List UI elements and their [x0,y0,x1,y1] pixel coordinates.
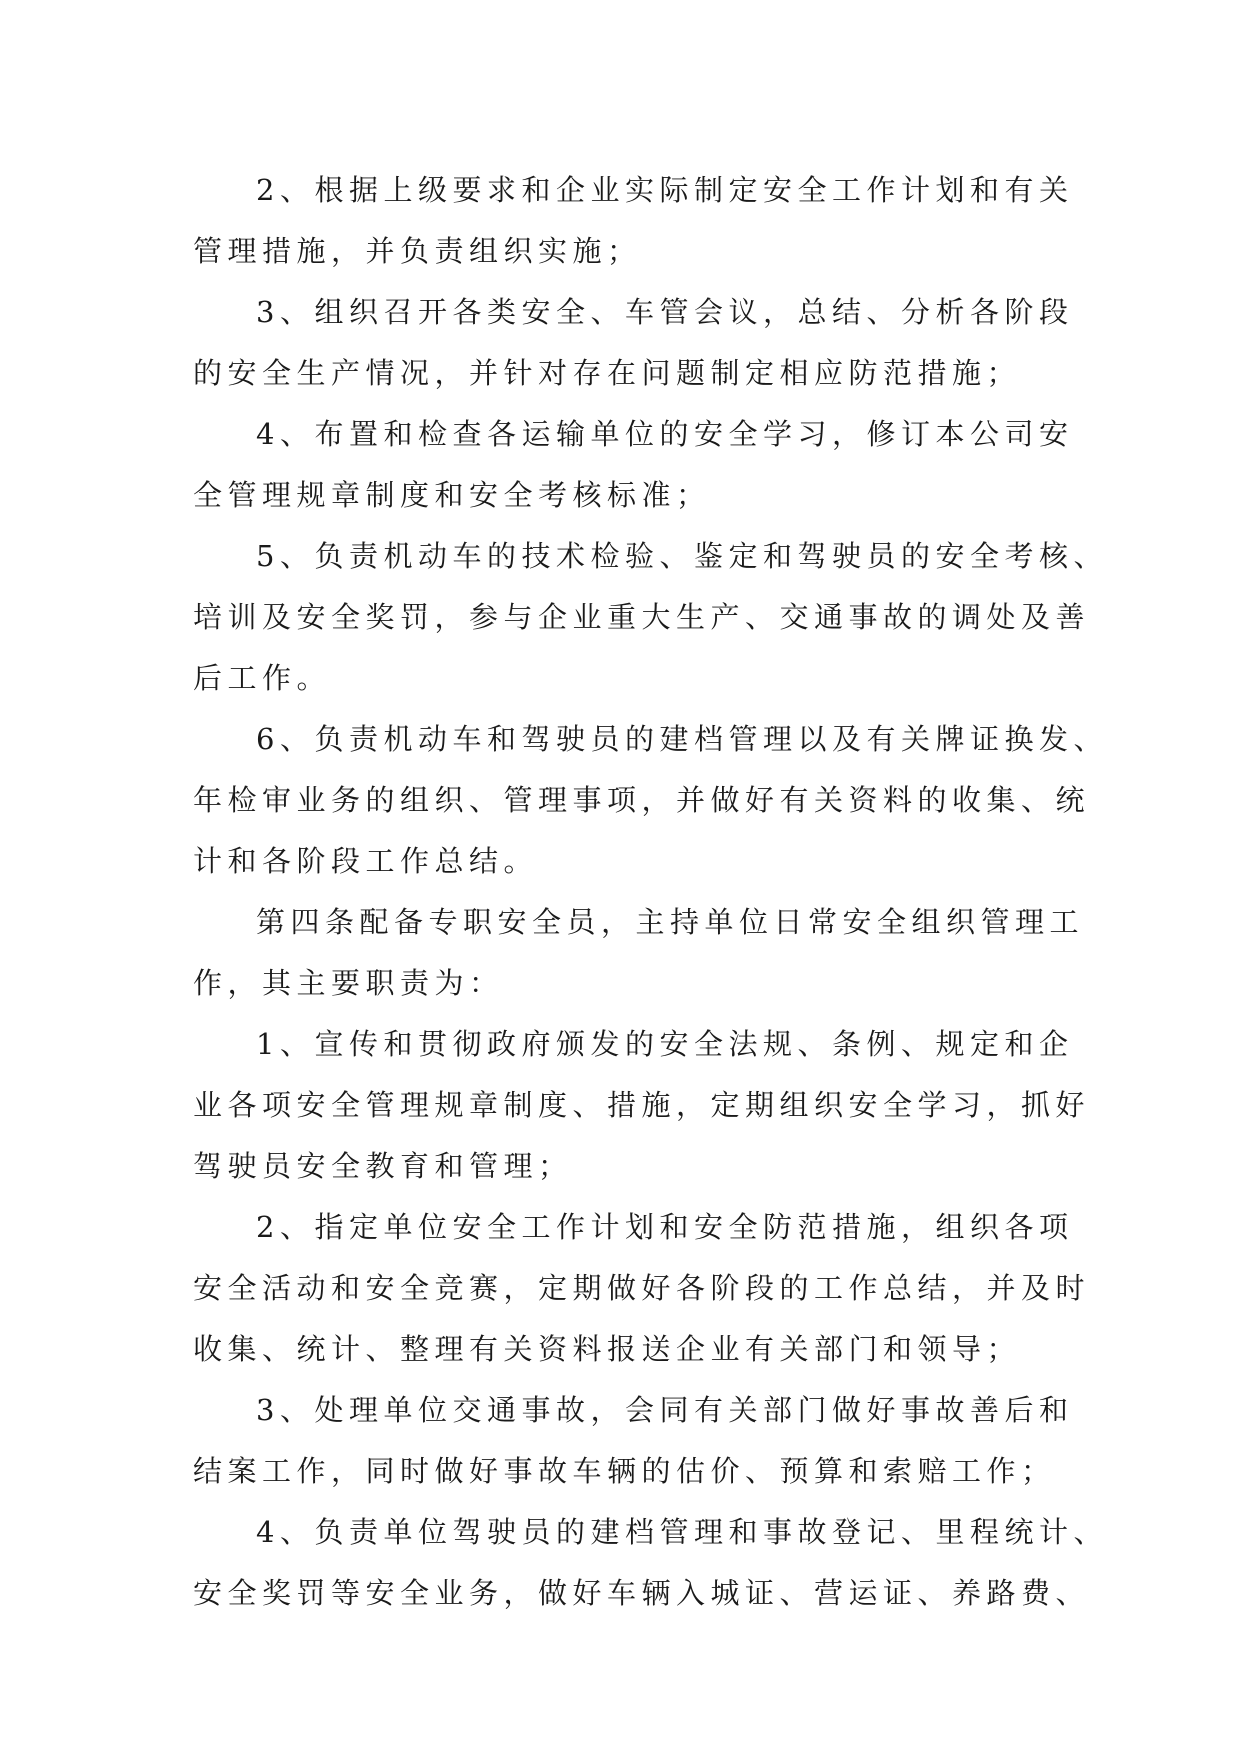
text-line: 4、负责单位驾驶员的建档管理和事故登记、里程统计、 [256,1515,1108,1549]
text-line: 计和各阶段工作总结。 [193,844,539,878]
text-line: 安全奖罚等安全业务，做好车辆入城证、营运证、养路费、 [193,1576,1091,1610]
text-line: 培训及安全奖罚，参与企业重大生产、交通事故的调处及善 [193,600,1091,634]
text-line: 年检审业务的组织、管理事项，并做好有关资料的收集、统 [193,783,1091,817]
text-line: 4、布置和检查各运输单位的安全学习，修订本公司安 [256,417,1074,451]
text-line: 6、负责机动车和驾驶员的建档管理以及有关牌证换发、 [256,722,1108,756]
document-body [193,160,1108,1624]
text-line: 驾驶员安全教育和管理； [193,1149,573,1183]
text-line: 收集、统计、整理有关资料报送企业有关部门和领导； [193,1332,1022,1366]
text-line: 3、组织召开各类安全、车管会议，总结、分析各阶段 [256,295,1074,329]
text-line: 2、根据上级要求和企业实际制定安全工作计划和有关 [256,173,1074,207]
text-line: 安全活动和安全竞赛，定期做好各阶段的工作总结，并及时 [193,1271,1091,1305]
text-line: 管理措施，并负责组织实施； [193,234,642,268]
text-line: 作，其主要职责为： [193,966,504,1000]
text-line: 第四条配备专职安全员，主持单位日常安全组织管理工 [256,905,1085,939]
text-line: 5、负责机动车的技术检验、鉴定和驾驶员的安全考核、 [256,539,1108,573]
text-line: 结案工作，同时做好事故车辆的估价、预算和索赔工作； [193,1454,1056,1488]
text-line: 业各项安全管理规章制度、措施，定期组织安全学习，抓好 [193,1088,1091,1122]
text-line: 全管理规章制度和安全考核标准； [193,478,711,512]
text-line: 1、宣传和贯彻政府颁发的安全法规、条例、规定和企 [256,1027,1074,1061]
text-line: 3、处理单位交通事故，会同有关部门做好事故善后和 [256,1393,1074,1427]
text-line: 2、指定单位安全工作计划和安全防范措施，组织各项 [256,1210,1074,1244]
text-line: 后工作。 [193,661,332,695]
text-line: 的安全生产情况，并针对存在问题制定相应防范措施； [193,356,1022,390]
